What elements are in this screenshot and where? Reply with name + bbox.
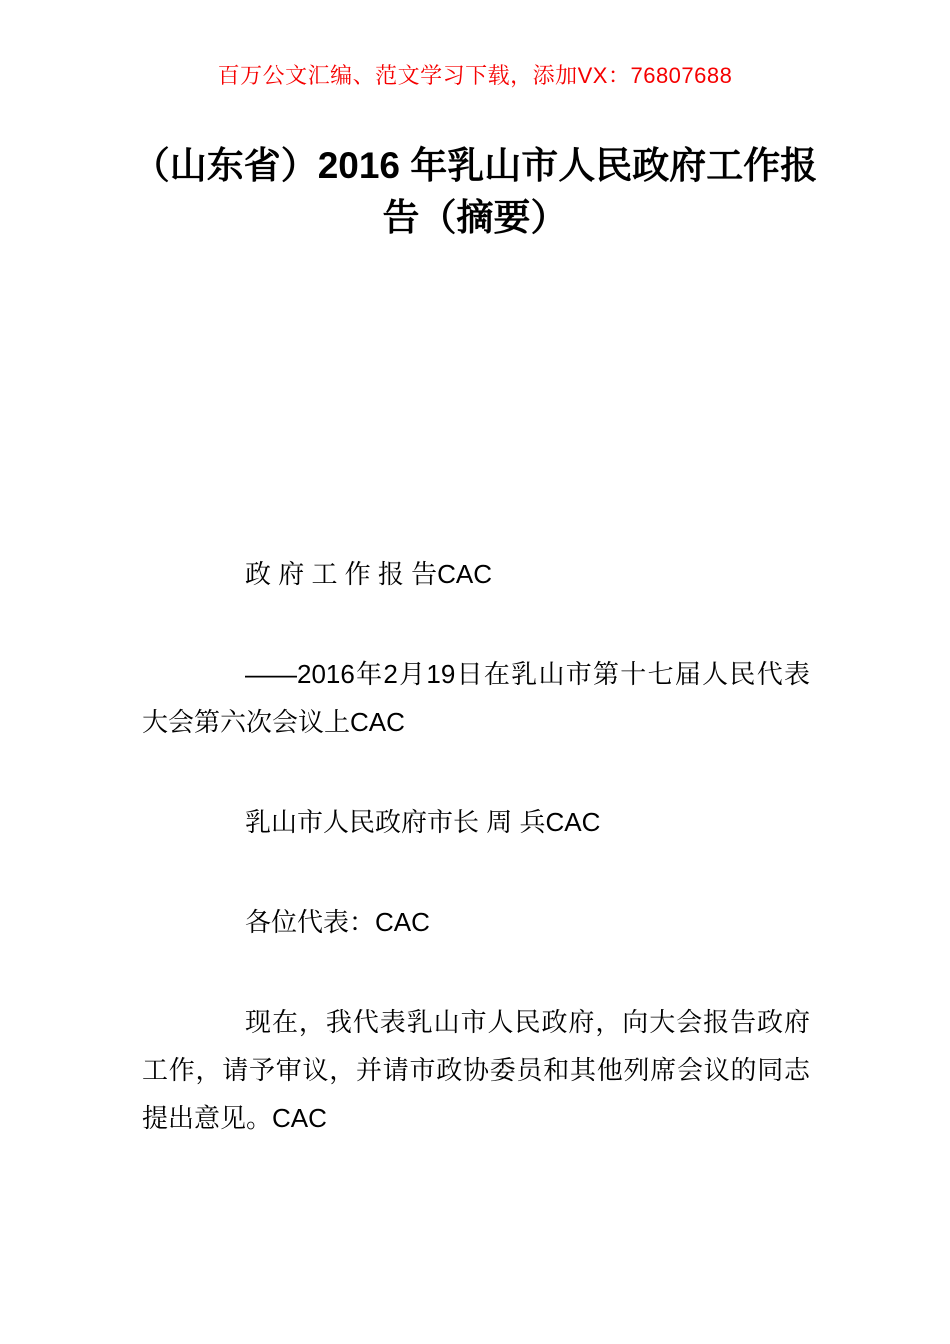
paragraph-session-subtitle: ——2016年2月19日在乳山市第十七届人民代表大会第六次会议上CAC: [142, 659, 810, 737]
promo-banner-text: 百万公文汇编、范文学习下载，添加VX：76807688: [217, 63, 733, 88]
paragraph-speaker: 乳山市人民政府市长 周 兵CAC: [245, 807, 601, 837]
paragraph-report-heading: 政 府 工 作 报 告CAC: [245, 559, 493, 589]
document-body: [142, 550, 810, 1194]
document-title-line-2: 告（摘要）: [382, 197, 568, 238]
document-title: [0, 140, 950, 244]
document-title-line-1: （山东省）2016 年乳山市人民政府工作报: [132, 145, 818, 186]
paragraph-salutation: 各位代表：CAC: [245, 907, 430, 937]
paragraph-opening: 现在，我代表乳山市人民政府，向大会报告政府工作，请予审议，并请市政协委员和其他列席会议的同志提出意见。CAC: [142, 1007, 810, 1133]
